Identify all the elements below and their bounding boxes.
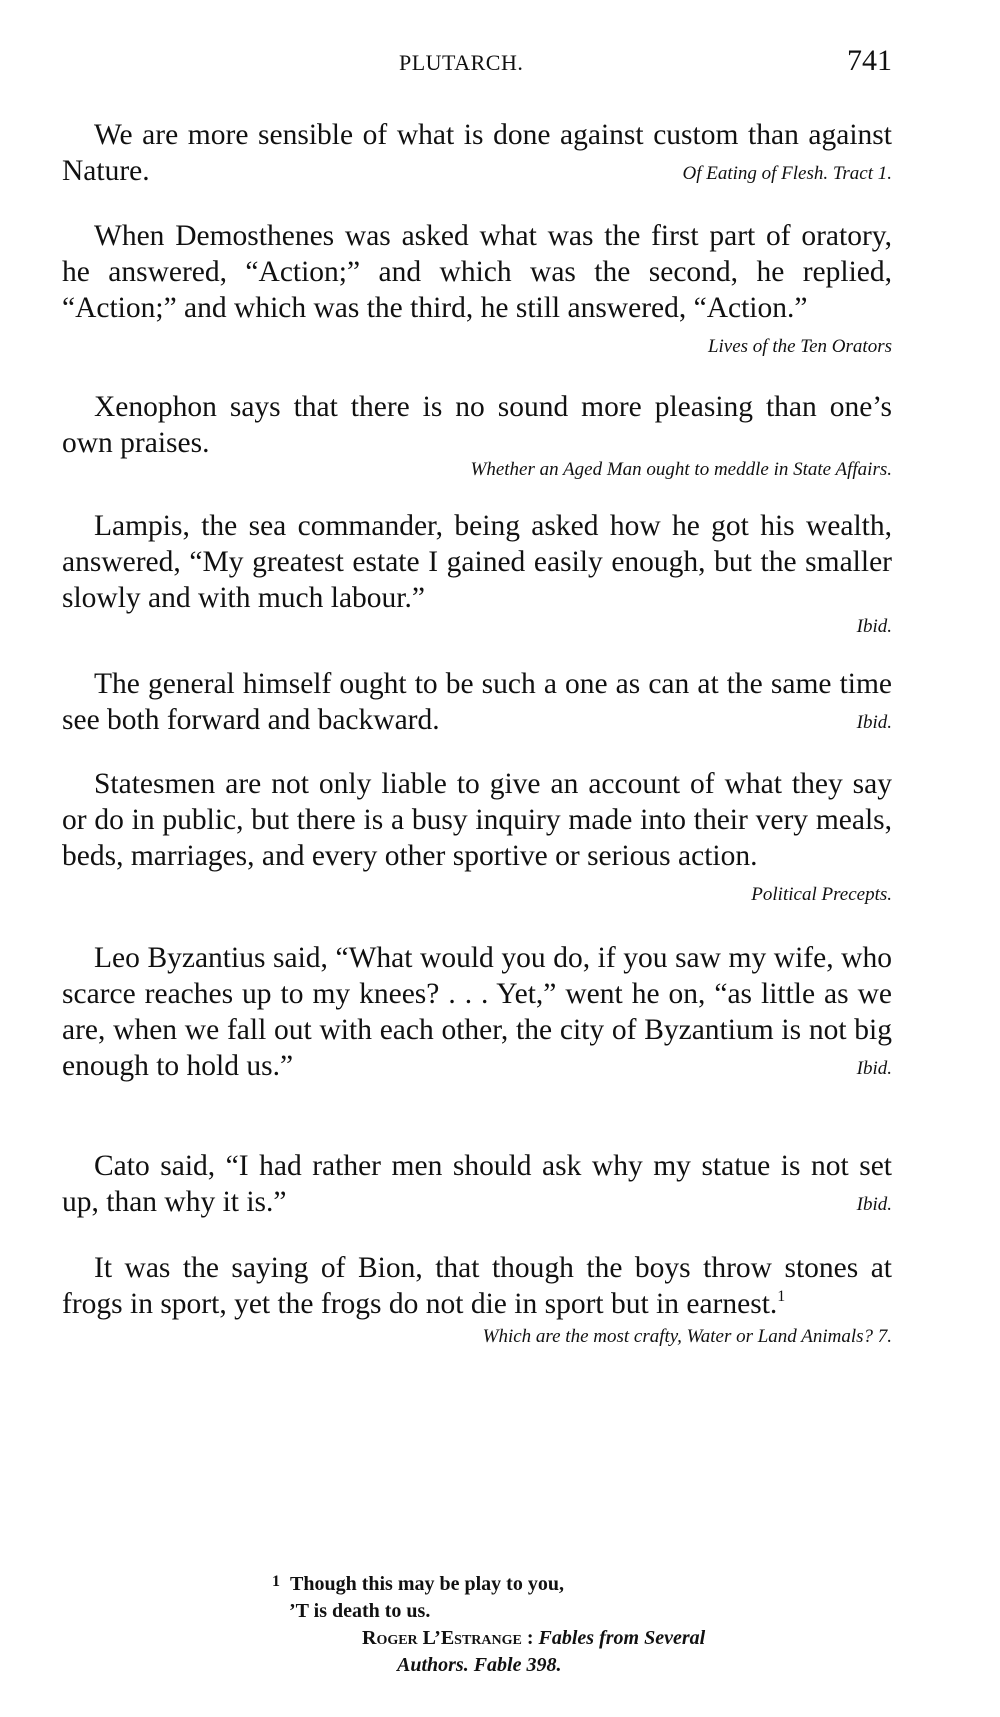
page-number: 741: [847, 44, 892, 77]
quote-text: The general himself ought to be such a one as can at the same time see both forward and backward.: [62, 668, 892, 736]
quote-entry: [62, 766, 892, 913]
footnote-work: Fables from Several: [538, 1627, 706, 1649]
quote-entry: [62, 389, 892, 485]
running-head: PLUTARCH.: [399, 50, 524, 75]
quote-text: Cato said, “I had rather men should ask why my statue is not set up, than why it is.”: [62, 1150, 892, 1218]
quote-text: Xenophon says that there is no sound more pleasing than one’s own praises.: [62, 391, 892, 459]
quote-text: We are more sensible of what is done against custom than against Nature.: [62, 119, 892, 187]
quote-entry: [62, 666, 892, 741]
quote-source: Whether an Aged Man ought to meddle in State Affairs.: [470, 459, 892, 480]
footnote-marker: 1: [272, 1573, 280, 1590]
footnote-line: Though this may be play to you,: [290, 1573, 564, 1595]
quote-entry: [62, 1250, 892, 1352]
quote-entry: [62, 1148, 892, 1223]
quote-text: It was the saying of Bion, that though the boys throw stones at frogs in sport, yet the frogs do not die in sport but in earnest.: [62, 1252, 892, 1320]
quote-entry: [62, 218, 892, 365]
quote-text: Statesmen are not only liable to give an account of what they say or do in public, but there is a busy inquiry made into their very meals, beds, marriages, and every other sportive or serious action.: [62, 768, 892, 872]
quote-source: Political Precepts.: [751, 884, 892, 905]
quote-text: When Demosthenes was asked what was the first part of oratory, he answered, “Action;” and which was the second, he replied, “Action;” and which was the third, he still answered, “Action.”: [62, 220, 892, 324]
quote-entry: [62, 508, 892, 642]
quote-source: Which are the most crafty, Water or Land Animals? 7.: [482, 1326, 892, 1347]
quote-text: Lampis, the sea commander, being asked how he got his wealth, answered, “My greatest estate I gained easily enough, but the smaller slowly and with much labour.”: [62, 510, 892, 614]
quote-source: Ibid.: [856, 712, 892, 733]
footnote: [272, 1568, 705, 1679]
quote-text: Leo Byzantius said, “What would you do, if you saw my wife, who scarce reaches up to my knees? . . . Yet,” went he on, “as little as we are, when we fall out with each other, the city of Byzantium is not big enough to hold us.”: [62, 942, 892, 1082]
footnote-line: ’T is death to us.: [289, 1600, 431, 1622]
quote-source: Ibid.: [856, 616, 892, 637]
footnote-author: Roger L’Estrange :: [362, 1627, 534, 1649]
quote-source: Ibid.: [856, 1058, 892, 1079]
page-header: [62, 44, 892, 90]
quote-source: Of Eating of Flesh. Tract 1.: [682, 163, 892, 184]
quote-source: Ibid.: [856, 1194, 892, 1215]
quote-entry: [62, 117, 892, 192]
footnote-work-continued: Authors. Fable 398.: [397, 1654, 562, 1676]
quote-source: Lives of the Ten Orators: [707, 336, 892, 357]
footnote-reference[interactable]: 1: [777, 1288, 786, 1305]
quote-entry: [62, 940, 892, 1087]
